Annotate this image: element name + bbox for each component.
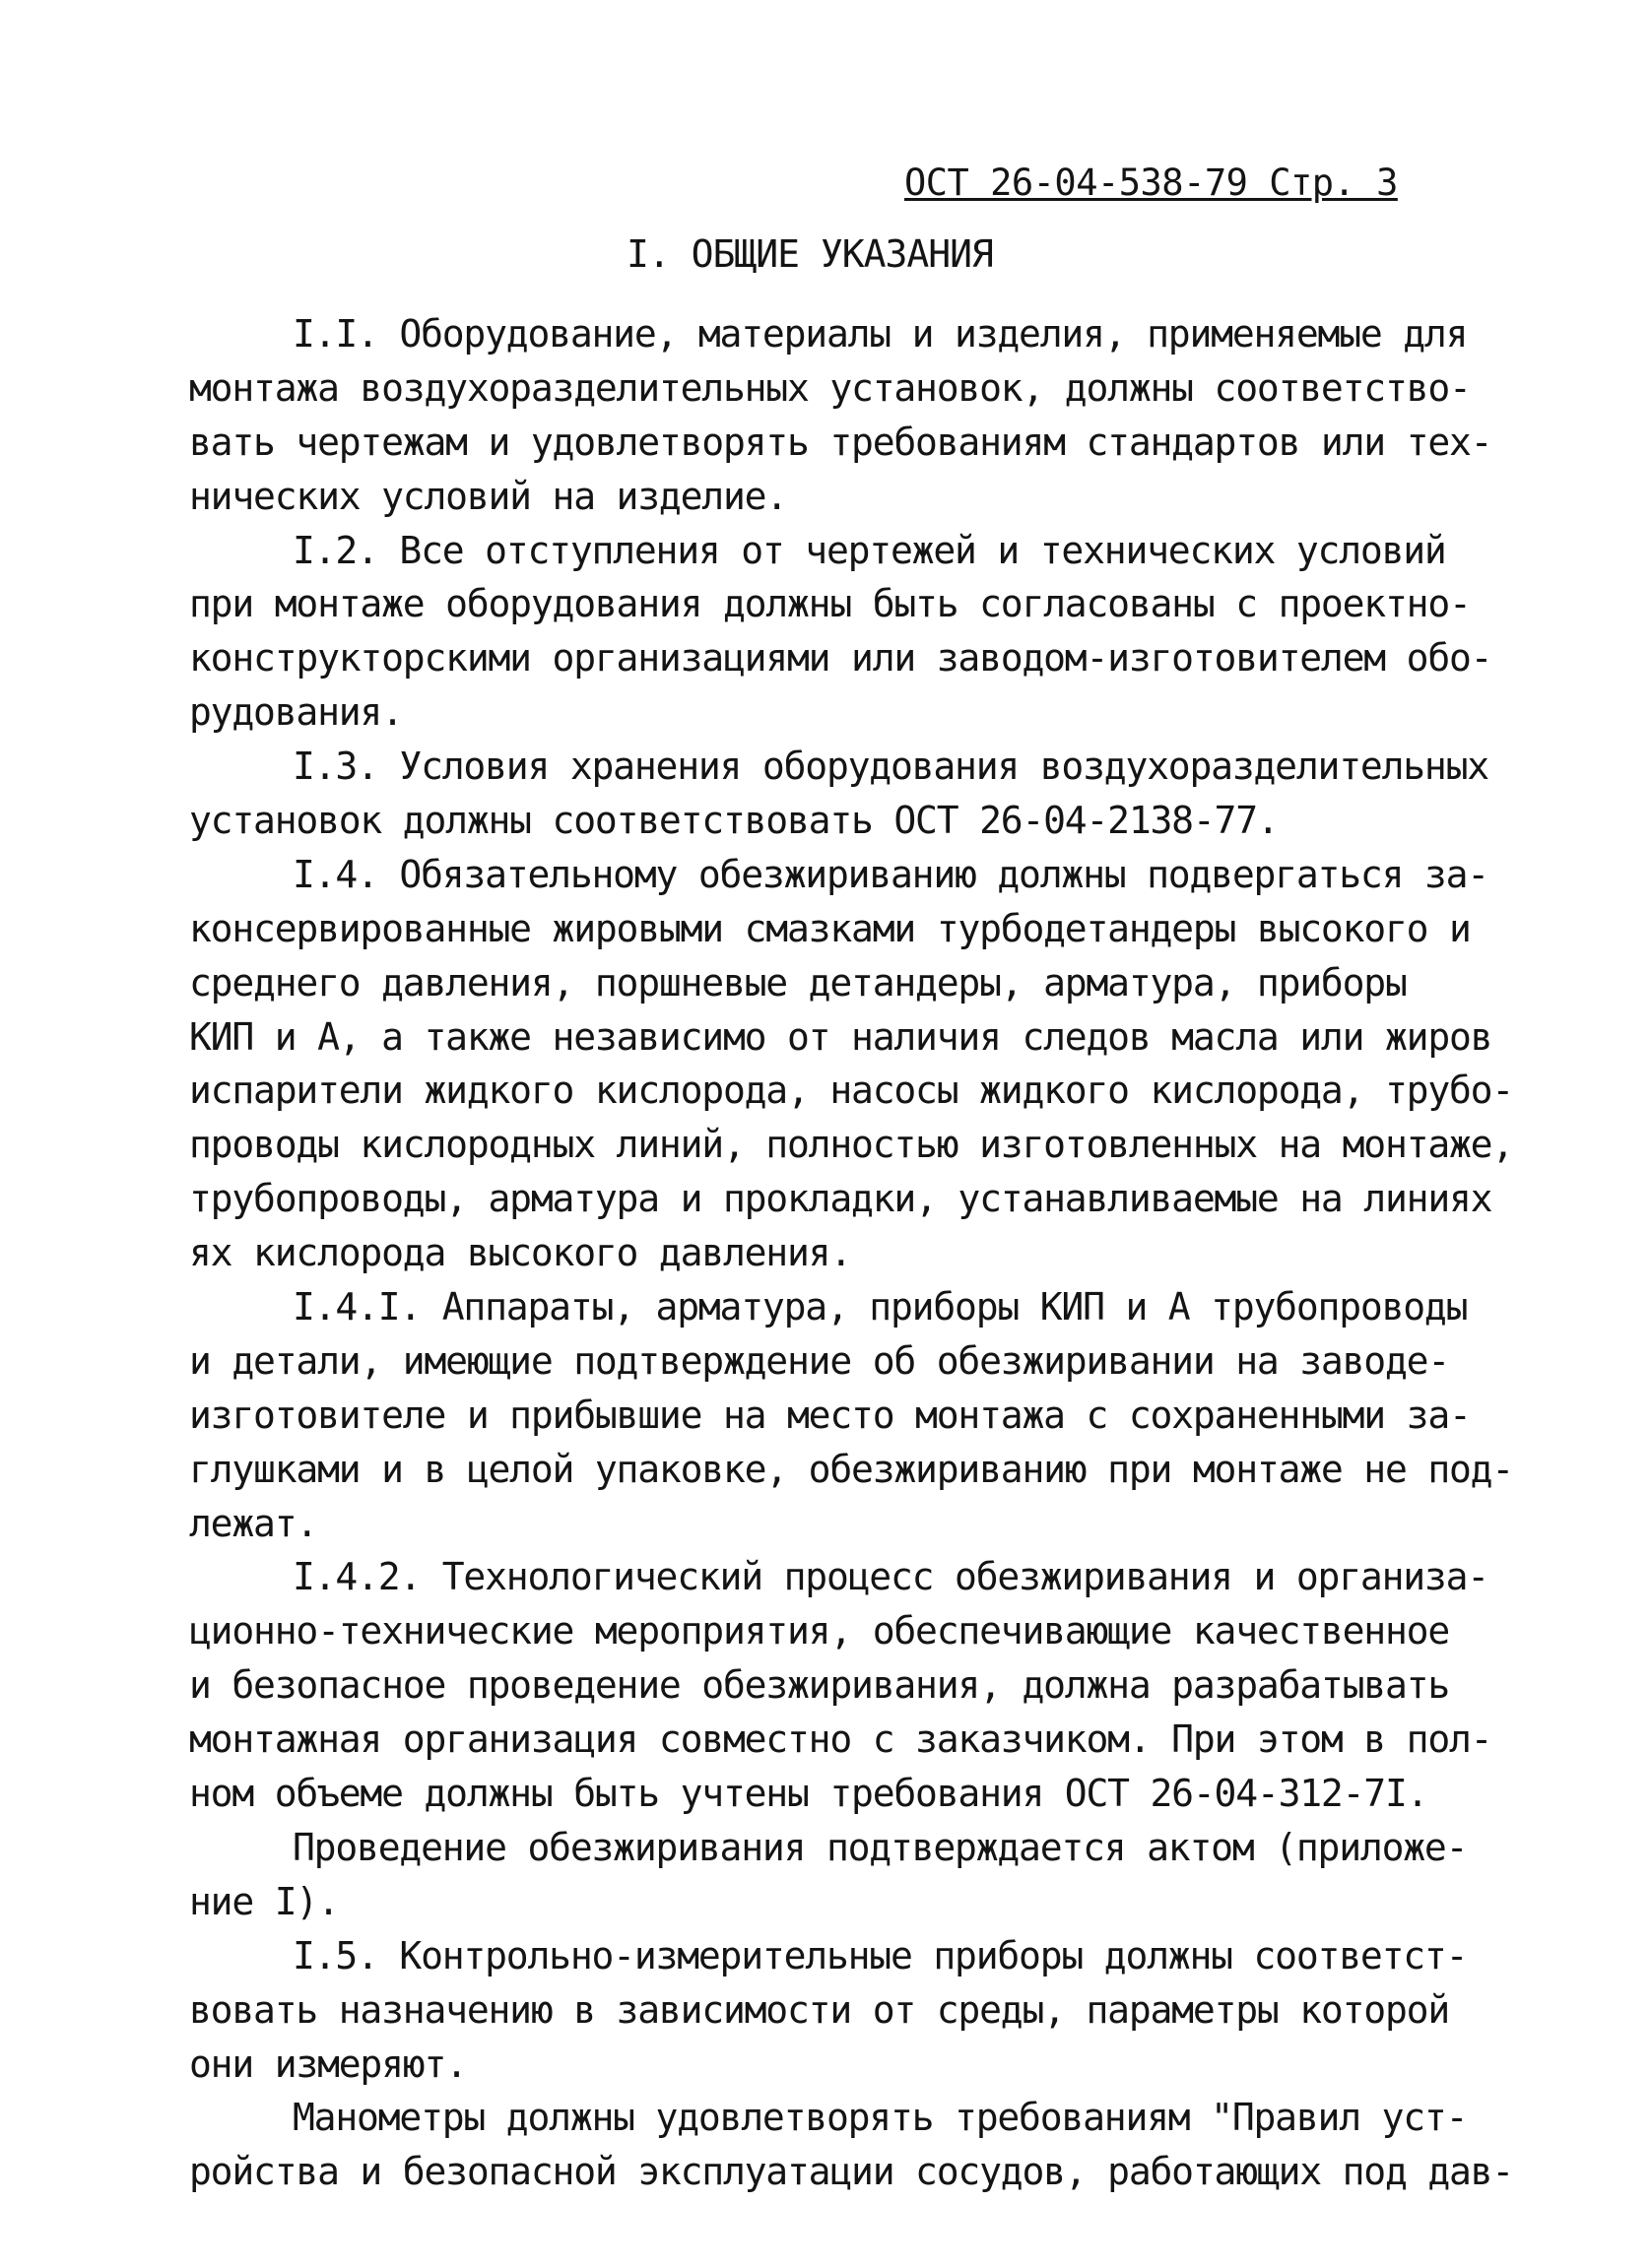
paragraph-line: проводы кислородных линий, полностью изготовленных на монтаже, — [189, 1123, 1514, 1167]
paragraph-line: I.I. Оборудование, материалы и изделия, применяемые для — [293, 312, 1468, 356]
paragraph-line: I.5. Контрольно-измерительные приборы должны соответст- — [293, 1933, 1468, 1977]
paragraph-line: и детали, имеющие подтверждение об обезжиривании на заводе- — [189, 1338, 1449, 1383]
paragraph-line: ном объеме должны быть учтены требования ОСТ 26-04-312-7I. — [189, 1772, 1428, 1816]
document-reference-header: ОСТ 26-04-538-79 Стр. 3 — [904, 162, 1398, 204]
paragraph-line: ние I). — [189, 1879, 339, 1923]
paragraph-line: вовать назначению в зависимости от среды, параметры которой — [189, 1987, 1449, 2032]
paragraph-line: I.3. Условия хранения оборудования воздухоразделительных — [293, 745, 1488, 789]
section-title: I. ОБЩИЕ УКАЗАНИЯ — [627, 232, 993, 276]
paragraph-line: при монтаже оборудования должны быть согласованы с проектно- — [189, 582, 1471, 626]
paragraph-line: I.4. Обязательному обезжириванию должны подвергаться за- — [293, 852, 1488, 896]
paragraph-line: вать чертежам и удовлетворять требованиям стандартов или тех- — [189, 420, 1492, 464]
paragraph-line: трубопроводы, арматура и прокладки, устанавливаемые на линиях — [189, 1177, 1492, 1221]
paragraph-line: среднего давления, поршневые детандеры, арматура, приборы — [189, 960, 1407, 1004]
paragraph-line: изготовителе и прибывшие на место монтажа с сохраненными за- — [189, 1393, 1471, 1437]
paragraph-line: лежат. — [189, 1501, 318, 1545]
paragraph-line: монтажная организация совместно с заказчиком. При этом в пол- — [189, 1717, 1492, 1762]
paragraph-line: I.2. Все отступления от чертежей и технических условий — [293, 528, 1446, 572]
paragraph-line: Манометры должны удовлетворять требованиям "Правил уст- — [293, 2096, 1468, 2140]
paragraph-line: консервированные жировыми смазками турбодетандеры высокого и — [189, 906, 1471, 950]
paragraph-line: монтажа воздухоразделительных установок, должны соответство- — [189, 365, 1471, 410]
document-body — [189, 307, 1514, 2199]
paragraph-line: глушками и в целой упаковке, обезжириванию при монтаже не под- — [189, 1447, 1514, 1491]
paragraph-line: ройства и безопасной эксплуатации сосудов, работающих под дав- — [189, 2150, 1514, 2194]
paragraph-line: установок должны соответствовать ОСТ 26-04-2138-77. — [189, 799, 1279, 843]
paragraph-line: КИП и А, а также независимо от наличия следов масла или жиров — [189, 1014, 1492, 1059]
paragraph-line: I.4.2. Технологический процесс обезжиривания и организа- — [293, 1555, 1488, 1599]
paragraph-line: ях кислорода высокого давления. — [189, 1231, 852, 1275]
paragraph-line: испарители жидкого кислорода, насосы жидкого кислорода, трубо- — [189, 1069, 1514, 1113]
paragraph-line: нических условий на изделие. — [189, 474, 787, 518]
paragraph-line: и безопасное проведение обезжиривания, должна разрабатывать — [189, 1663, 1449, 1708]
paragraph-line: рудования. — [189, 690, 403, 735]
paragraph-line: Проведение обезжиривания подтверждается актом (приложе- — [293, 1825, 1468, 1869]
paragraph-line: ционно-технические мероприятия, обеспечивающие качественное — [189, 1609, 1449, 1653]
paragraph-line: они измеряют. — [189, 2041, 467, 2086]
paragraph-line: I.4.I. Аппараты, арматура, приборы КИП и А трубопроводы — [293, 1285, 1468, 1329]
paragraph-line: конструкторскими организациями или заводом-изготовителем обо- — [189, 636, 1492, 680]
